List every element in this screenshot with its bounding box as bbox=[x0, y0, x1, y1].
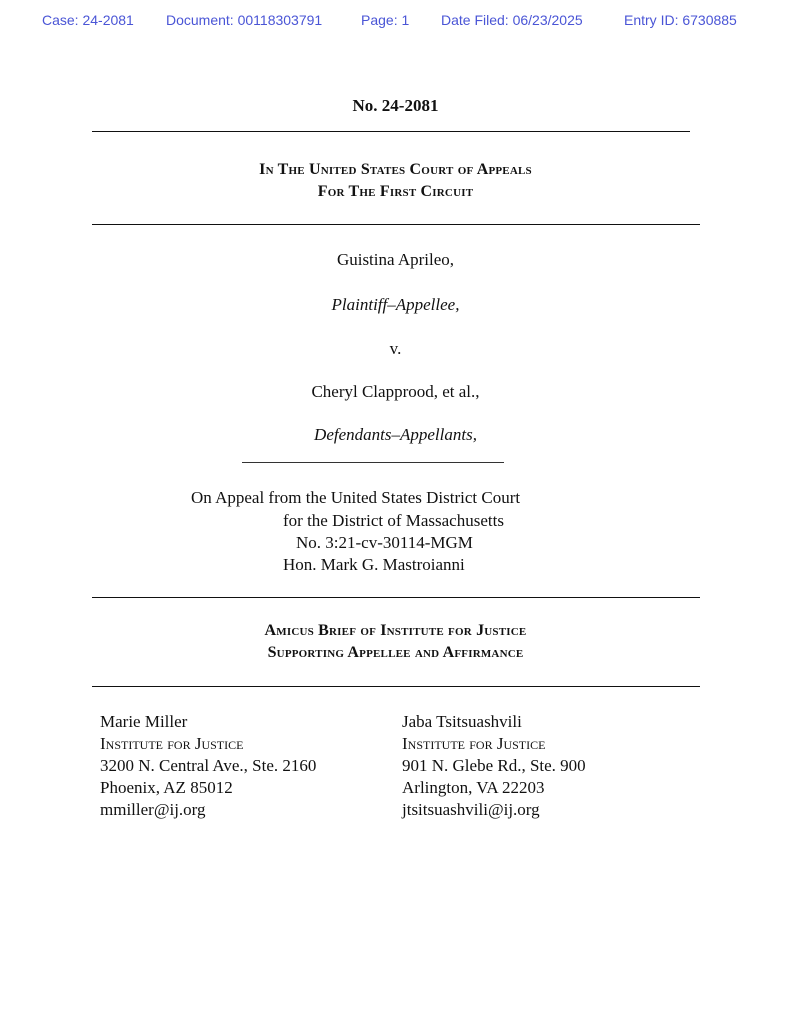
date-filed-label: Date Filed: 06/23/2025 bbox=[441, 12, 583, 28]
plaintiff-role: Plaintiff–Appellee, bbox=[331, 295, 460, 314]
brief-title-line-2: Supporting Appellee and Affirmance bbox=[267, 644, 524, 661]
brief-title-line-1: Amicus Brief of Institute for Justice bbox=[264, 622, 527, 639]
counsel-email[interactable]: mmiller@ij.org bbox=[100, 800, 206, 819]
court-line-2: For The First Circuit bbox=[317, 183, 474, 200]
divider-1 bbox=[92, 131, 690, 132]
counsel-address-1: 901 N. Glebe Rd., Ste. 900 bbox=[402, 756, 586, 775]
appeal-line-3: No. 3:21-cv-30114-MGM bbox=[296, 533, 473, 552]
divider-2 bbox=[92, 224, 700, 225]
counsel-org: Institute for Justice bbox=[402, 734, 546, 753]
appeal-line-1: On Appeal from the United States District Court bbox=[191, 488, 521, 507]
court-line-1: In The United States Court of Appeals bbox=[259, 161, 532, 178]
document-label: Document: 00118303791 bbox=[166, 12, 323, 28]
plaintiff-name: Guistina Aprileo, bbox=[336, 250, 455, 269]
counsel-address-1: 3200 N. Central Ave., Ste. 2160 bbox=[100, 756, 317, 775]
counsel-email[interactable]: jtsitsuashvili@ij.org bbox=[402, 800, 540, 819]
appeal-line-2: for the District of Massachusetts bbox=[283, 511, 504, 530]
divider-short bbox=[242, 462, 504, 463]
page-label: Page: 1 bbox=[361, 12, 410, 28]
appeal-line-4: Hon. Mark G. Mastroianni bbox=[283, 555, 465, 574]
counsel-name: Jaba Tsitsuashvili bbox=[402, 712, 522, 731]
counsel-address-2: Arlington, VA 22203 bbox=[402, 778, 545, 797]
counsel-address-2: Phoenix, AZ 85012 bbox=[100, 778, 233, 797]
case-label: Case: 24-2081 bbox=[42, 12, 134, 28]
defendant-name: Cheryl Clapprood, et al., bbox=[311, 382, 480, 401]
divider-3 bbox=[92, 597, 700, 598]
entry-id-label: Entry ID: 6730885 bbox=[624, 12, 737, 28]
divider-4 bbox=[92, 686, 700, 687]
defendant-role: Defendants–Appellants, bbox=[314, 425, 477, 444]
versus: v. bbox=[389, 339, 402, 358]
case-number: No. 24-2081 bbox=[352, 96, 439, 115]
counsel-org: Institute for Justice bbox=[100, 734, 244, 753]
ecf-header bbox=[0, 12, 791, 34]
counsel-name: Marie Miller bbox=[100, 712, 188, 731]
